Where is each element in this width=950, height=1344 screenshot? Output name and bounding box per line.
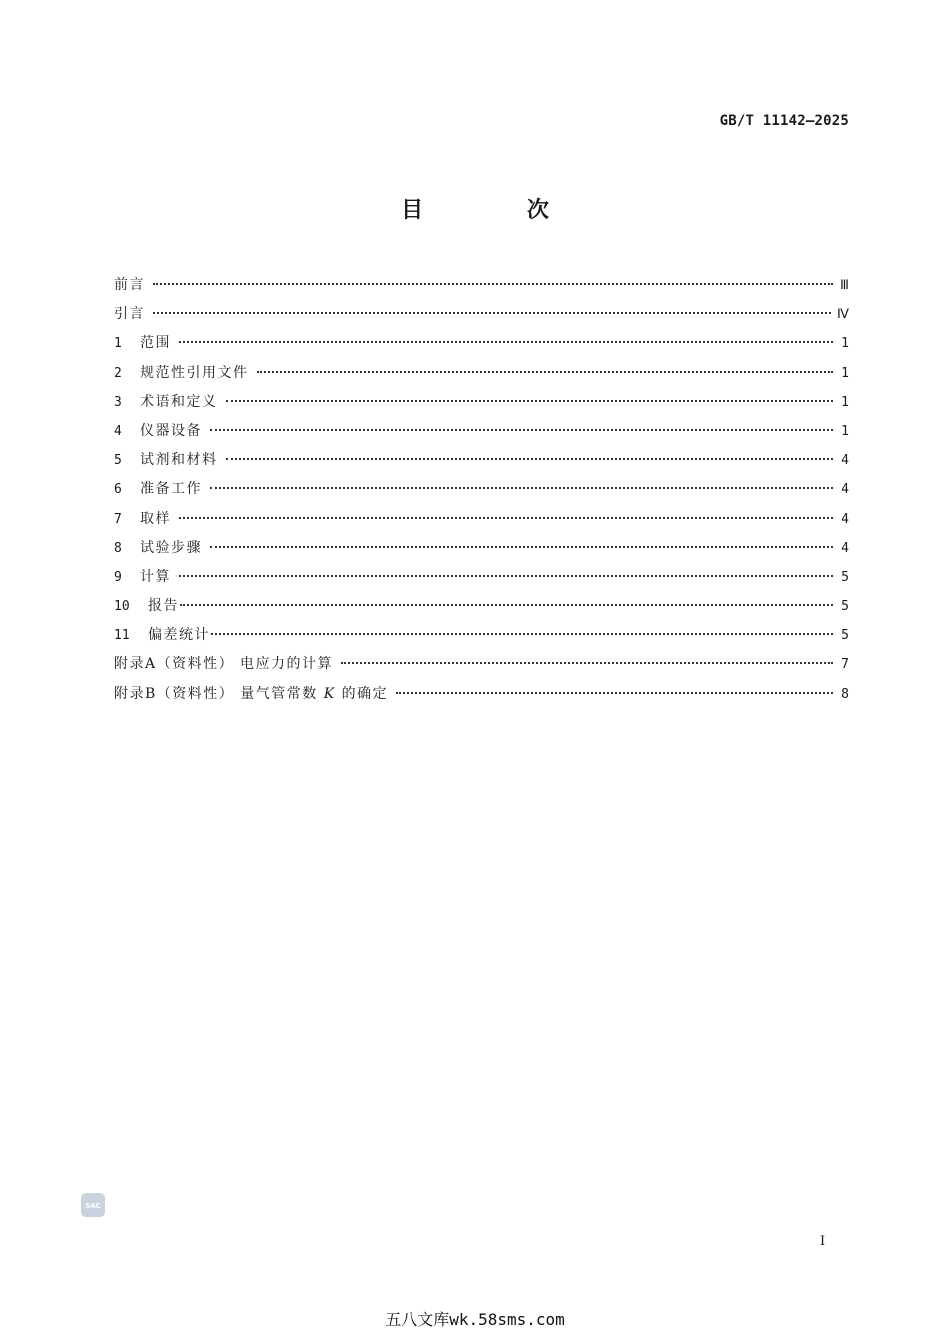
svg-text:SAC: SAC — [85, 1202, 101, 1210]
toc-entry-number: 7 — [114, 511, 122, 527]
toc-entry-page: 5 — [841, 569, 849, 585]
standard-number: GB/T 11142—2025 — [719, 113, 849, 129]
toc-entry-label-symbol: K — [323, 685, 336, 702]
toc-entry-label-prefix: 附录B（资料性） 量气管常数 — [114, 685, 318, 702]
page-folio: I — [820, 1234, 826, 1249]
toc-entry-page: Ⅲ — [840, 278, 849, 293]
toc-leader-dots — [210, 429, 833, 431]
toc-entry-page: 4 — [841, 511, 849, 527]
toc-title: 目 次 — [401, 198, 597, 223]
toc-entry-terms-definitions[interactable] — [114, 388, 849, 417]
toc-entry-introduction[interactable] — [114, 300, 849, 329]
toc-leader-dots — [179, 517, 833, 519]
toc-entry-number: 9 — [114, 569, 122, 585]
toc-entry-reagents-materials[interactable] — [114, 446, 849, 475]
toc-entry-label: 前言 — [114, 277, 145, 293]
toc-leader-dots — [257, 371, 834, 373]
toc-entry-number: 11 — [114, 628, 130, 644]
toc-leader-dots — [210, 487, 833, 489]
toc-entry-number: 6 — [114, 482, 122, 498]
toc-leader-dots — [211, 633, 833, 635]
toc-entry-label: 报告 — [148, 598, 179, 615]
toc-entry-number: 10 — [114, 599, 130, 615]
toc-entry-number: 2 — [114, 365, 122, 381]
toc-entry-page: 5 — [841, 599, 849, 615]
toc-leader-dots — [226, 400, 834, 402]
toc-leader-dots — [153, 312, 831, 314]
toc-entry-number: 8 — [114, 540, 122, 556]
toc-entry-annex-a[interactable] — [114, 650, 849, 679]
toc-entry-page: Ⅳ — [837, 307, 849, 323]
toc-entry-page: 8 — [841, 686, 849, 702]
sac-logo-icon — [83, 1200, 103, 1210]
toc-entry-label: 试验步骤 — [140, 539, 202, 556]
toc-entry-label: 附录A（资料性） 电应力的计算 — [114, 656, 334, 673]
toc-entry-page: 4 — [841, 540, 849, 556]
toc-entry-apparatus[interactable] — [114, 417, 849, 446]
toc-entry-page: 7 — [841, 657, 849, 673]
toc-entry-label: 仪器设备 — [140, 422, 202, 439]
toc-leader-dots — [210, 546, 833, 548]
toc-leader-dots — [153, 283, 833, 285]
toc-entry-label: 偏差统计 — [148, 627, 210, 644]
toc-entry-page: 4 — [841, 482, 849, 498]
toc-entry-label: 引言 — [114, 306, 145, 323]
toc-entry-label: 准备工作 — [140, 481, 202, 498]
toc-entry-number: 5 — [114, 453, 122, 469]
toc-leader-dots — [396, 692, 833, 694]
sac-watermark-logo — [81, 1193, 105, 1217]
toc-entry-label: 规范性引用文件 — [140, 364, 249, 381]
toc-entry-calculation[interactable] — [114, 563, 849, 592]
toc-entry-label: 术语和定义 — [140, 393, 218, 410]
toc-entry-deviation-statistics[interactable] — [114, 621, 849, 650]
toc-entry-page: 1 — [841, 394, 849, 410]
toc-entry-number: 4 — [114, 423, 122, 439]
toc-entry-page: 5 — [841, 628, 849, 644]
footer-site-text[interactable]: 五八文库wk.58sms.com — [385, 1310, 565, 1329]
toc-entry-label-suffix: 的确定 — [341, 685, 389, 702]
toc-entry-label: 试剂和材料 — [140, 452, 218, 469]
toc-entry-normative-references[interactable] — [114, 359, 849, 388]
toc-entry-scope[interactable] — [114, 329, 849, 358]
toc-entry-page: 1 — [841, 423, 849, 439]
toc-entry-number: 1 — [114, 336, 122, 352]
toc-entry-page: 1 — [841, 336, 849, 352]
toc-entry-foreword[interactable] — [114, 271, 849, 300]
toc-entry-label: 取样 — [140, 510, 171, 527]
toc-entry-report[interactable] — [114, 592, 849, 621]
toc-leader-dots — [179, 341, 833, 343]
toc-entry-page: 1 — [841, 365, 849, 381]
toc-entry-label — [114, 680, 388, 709]
toc-leader-dots — [180, 604, 833, 606]
toc-leader-dots — [341, 662, 833, 664]
toc-entry-annex-b[interactable] — [114, 680, 849, 709]
toc-list — [114, 271, 849, 709]
toc-entry-number: 3 — [114, 394, 122, 410]
toc-leader-dots — [226, 458, 834, 460]
toc-entry-test-procedure[interactable] — [114, 534, 849, 563]
toc-entry-label: 范围 — [140, 335, 171, 352]
toc-entry-page: 4 — [841, 453, 849, 469]
toc-leader-dots — [179, 575, 833, 577]
toc-entry-label: 计算 — [140, 568, 171, 585]
toc-entry-preparation[interactable] — [114, 475, 849, 504]
toc-entry-sampling[interactable] — [114, 505, 849, 534]
